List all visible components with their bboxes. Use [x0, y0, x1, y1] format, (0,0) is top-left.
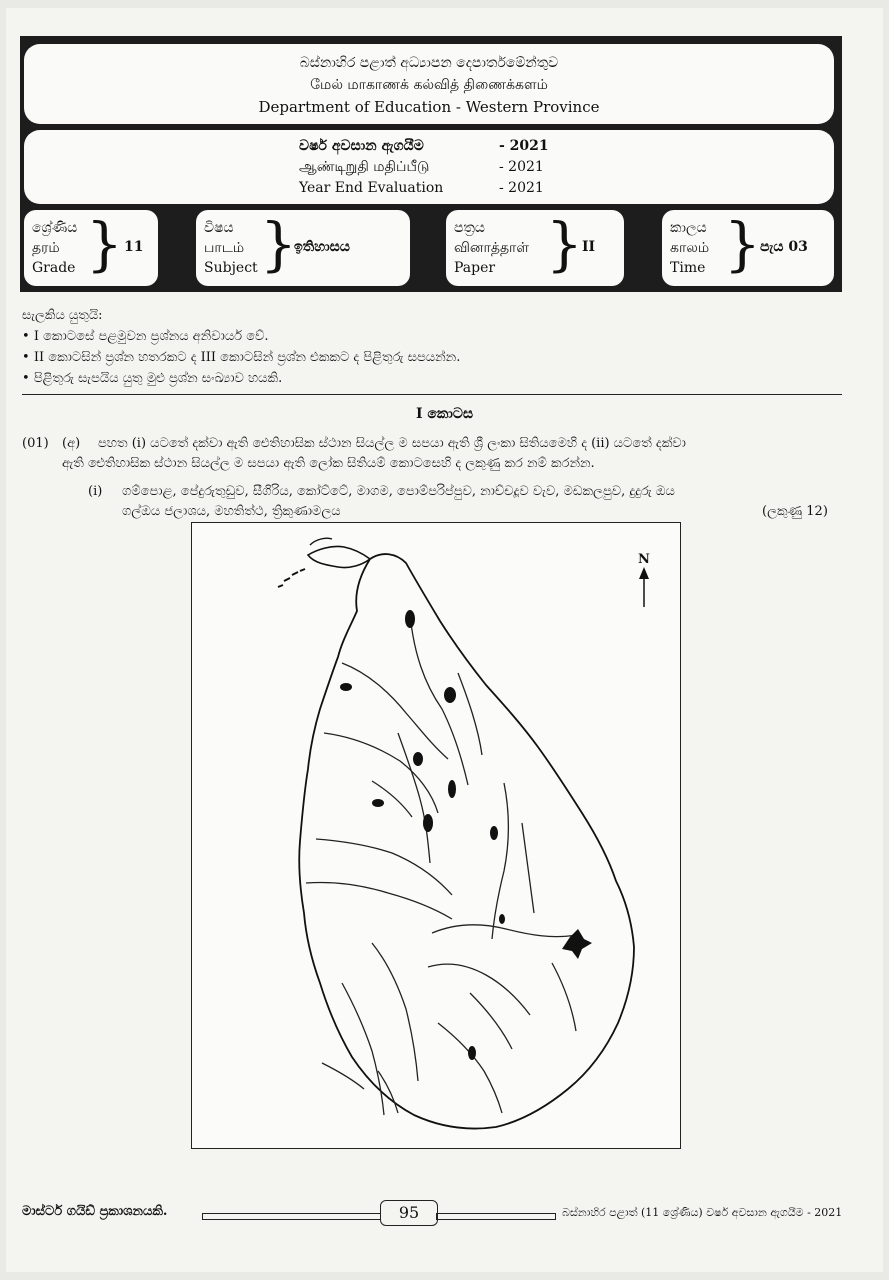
department-box: [24, 44, 834, 124]
paper-box: පත්‍රය வினாத்தாள் Paper } II: [446, 210, 624, 286]
page-number: 95: [380, 1200, 438, 1226]
north-arrow-icon: [639, 567, 649, 607]
instruction-item: • පිළිතුරු සැපයිය යුතු මුළු ප්‍රශ්න සංඛ්‍යාව හයකි.: [22, 368, 460, 389]
evaluation-box: [24, 130, 834, 204]
question-text-line2: ඇති ඓතිහාසික ස්ථාන සියල්ල ම සපයා ඇති ලෝක සිතියම් කොටසෙහි ද ලකුණු කර නම් කරන්න.: [62, 456, 595, 471]
paper-value: II: [582, 239, 596, 255]
brace-icon: }: [724, 210, 761, 278]
footer-right-text: බස්නාහිර පළාත් (11 ශ්‍රේණිය) වර්ෂ අවසාන ඇගයීම - 2021: [562, 1206, 843, 1219]
section-title: I කොටස: [415, 406, 474, 422]
grade-box: ශ්‍රේණිය தரம் Grade } 11: [24, 210, 158, 286]
question-part: (අ): [62, 436, 81, 451]
subject-value: ඉතිහාසය: [294, 239, 350, 255]
sub-question-label: (i): [88, 484, 103, 499]
subject-box: විෂය பாடம் Subject } ඉතිහාසය: [196, 210, 410, 286]
sri-lanka-map: [191, 522, 681, 1149]
eval-row-tamil: ஆண்டிறுதி மதிப்பீடு - 2021: [299, 159, 544, 175]
department-sinhala: බස්නාහිර පළාත් අධ්‍යාපන දෙපාර්තමේන්තුව: [299, 55, 559, 71]
brace-icon: }: [86, 210, 123, 278]
instructions-title: සැලකිය යුතුයි:: [22, 308, 103, 323]
department-tamil: மேல் மாகாணக் கல்வித் திணைக்களம்: [310, 77, 548, 93]
brace-icon: }: [546, 210, 583, 278]
divider: [22, 394, 842, 395]
question-text-line1: පහත (i) යටතේ දක්වා ඇති ඓතිහාසික ස්ථාන සියල්ල ම සපයා ඇති ශ්‍රී ලංකා සිතියමෙහි ද (ii) යටතේ දක්වා: [98, 436, 686, 451]
instruction-item: • II කොටසින් ප්‍රශ්න හතරකට ද III කොටසින් ප්‍රශ්න එකකට ද පිළිතුරු සපයන්න.: [22, 347, 460, 368]
page-footer: [22, 1196, 862, 1236]
brace-icon: }: [260, 210, 297, 278]
exam-header: [20, 36, 842, 292]
instructions: [22, 305, 460, 389]
exam-page: [6, 8, 883, 1272]
time-box: කාලය காலம் Time } පැය 03: [662, 210, 834, 286]
time-value: පැය 03: [760, 239, 808, 255]
publisher-label: මාස්ටර් ගයිඩ් ප්‍රකාශනයකි.: [22, 1204, 168, 1219]
places-list-line2: ගල්ඔය ජලාශය, මහතිත්ථ, ත්‍රිකුණාමලය: [122, 504, 341, 519]
instruction-item: • I කොටසේ පළමුවන ප්‍රශ්නය අනිවාර්ය වේ.: [22, 326, 460, 347]
grade-value: 11: [124, 239, 144, 255]
marks-label: (ලකුණු 12): [762, 504, 828, 519]
eval-row-english: Year End Evaluation - 2021: [299, 180, 544, 196]
footer-bar: [436, 1213, 556, 1220]
north-label: N: [638, 552, 650, 567]
question-number: (01): [22, 436, 49, 451]
sri-lanka-outline: [192, 523, 680, 1148]
places-list-line1: ගම්පොළ, පේදුරුතුඩුව, සීගිරිය, කෝට්ටේ, මාගම, පොම්පරිප්පුව, නාච්චදූව වැව, මඩකලපුව, දුදුරු ඔය: [122, 484, 675, 499]
eval-row-sinhala: වර්ෂ අවසාන ඇගයීම - 2021: [299, 138, 549, 154]
department-english: Department of Education - Western Province: [258, 98, 600, 116]
footer-bar: [202, 1213, 394, 1220]
